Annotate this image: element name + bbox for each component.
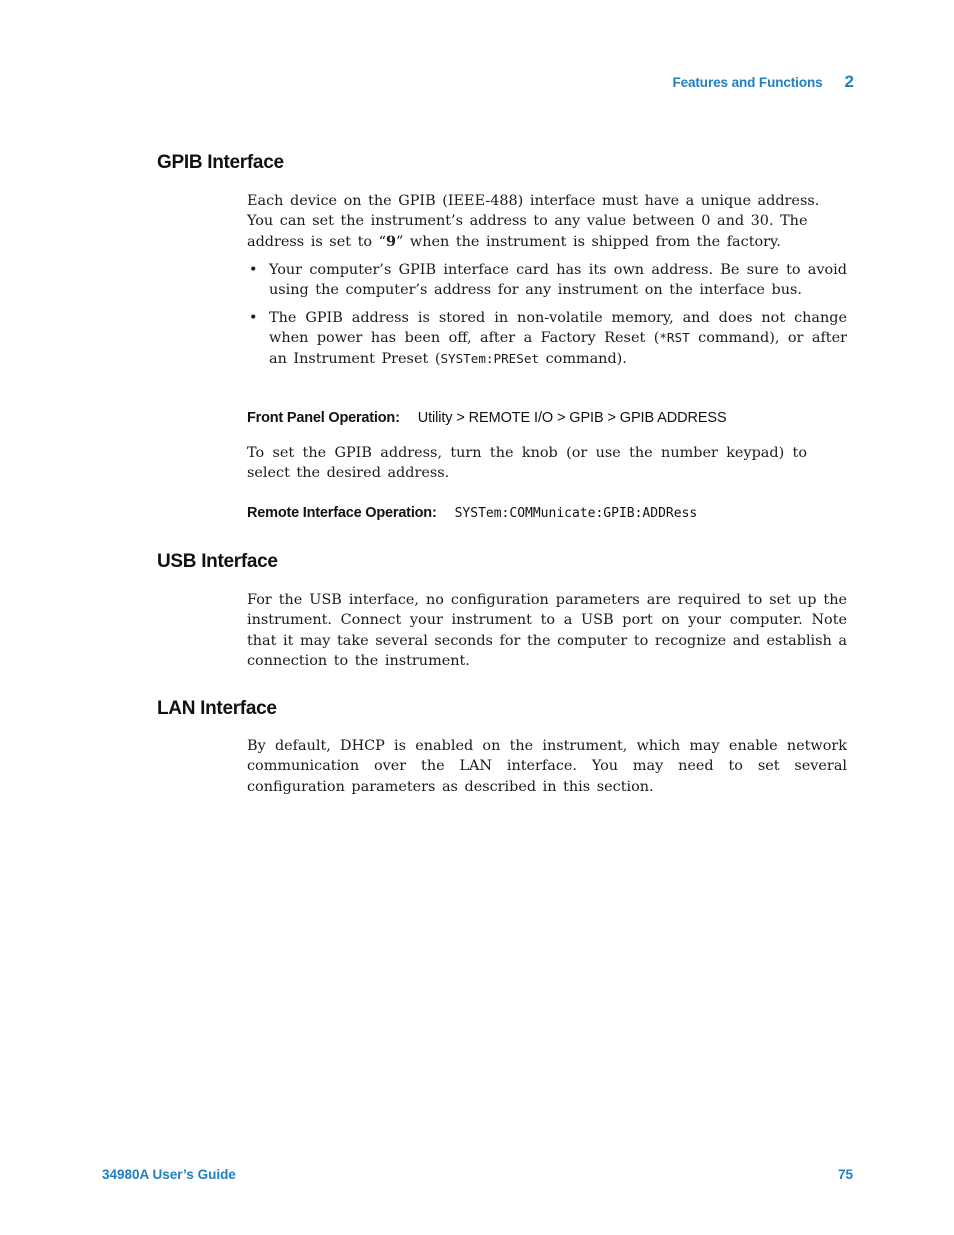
gpib-intro	[247, 191, 847, 252]
gpib-intro-before: Each device on the GPIB (IEEE-488) interface must have a unique address. You can set the instrument’s address to any value between 0 and 30. The address is set to “	[247, 193, 820, 250]
gpib-default-address: 9	[385, 232, 396, 250]
running-header	[672, 72, 854, 92]
list-item	[247, 260, 847, 301]
front-panel-menu-path: Utility > REMOTE I/O > GPIB > GPIB ADDRESS	[417, 410, 727, 426]
gpib-heading: GPIB Interface	[157, 152, 284, 173]
gpib-note-1: Your computer’s GPIB interface card has its own address. Be sure to avoid using the computer’s address for any instrument on the interface bus.	[269, 262, 847, 299]
lan-body	[247, 736, 847, 797]
gpib-note-2-part1: The GPIB address is stored in non-volatile memory, and does not change when power has been off, after a Factory Reset (	[269, 309, 847, 347]
front-panel-description: To set the GPIB address, turn the knob (or use the number keypad) to select the desired address.	[247, 445, 807, 482]
remote-scpi-command: SYSTem:COMMunicate:GPIB:ADDRess	[454, 506, 698, 521]
rst-command: *RST	[659, 330, 690, 346]
footer-page-number: 75	[837, 1167, 853, 1182]
usb-paragraph: For the USB interface, no configuration parameters are required to set up the instrument. Connect your instrument to a USB port on your computer. Note that it may take several seconds for the computer to recognize and establish a connection to the instrument.	[247, 592, 847, 670]
gpib-notes-list	[247, 260, 847, 369]
gpib-note-2-part2: command), or after an Instrument Preset (	[269, 330, 847, 367]
gpib-intro-after: ” when the instrument is shipped from the factory.	[395, 233, 781, 250]
bullet-icon: •	[249, 262, 258, 278]
usb-heading: USB Interface	[157, 551, 278, 572]
front-panel-operation	[247, 410, 847, 426]
header-chapter-number: 2	[844, 72, 854, 91]
header-section-name: Features and Functions	[672, 75, 823, 90]
lan-paragraph: By default, DHCP is enabled on the instrument, which may enable network communication over the LAN interface. You may need to set several configuration parameters as described in this section.	[247, 738, 847, 795]
preset-command: SYSTem:PRESet	[440, 350, 540, 366]
list-item	[247, 308, 847, 369]
front-panel-description-block	[247, 443, 847, 484]
remote-interface-label: Remote Interface Operation:	[247, 505, 437, 521]
front-panel-label: Front Panel Operation:	[247, 410, 400, 426]
footer-guide-title: 34980A User’s Guide	[102, 1167, 236, 1182]
usb-body	[247, 590, 847, 672]
remote-interface-operation	[247, 505, 847, 521]
lan-heading: LAN Interface	[157, 698, 277, 719]
gpib-intro-paragraph	[247, 191, 847, 252]
page-footer	[102, 1167, 853, 1182]
gpib-note-2-part3: command).	[539, 350, 627, 367]
bullet-icon: •	[249, 309, 258, 326]
